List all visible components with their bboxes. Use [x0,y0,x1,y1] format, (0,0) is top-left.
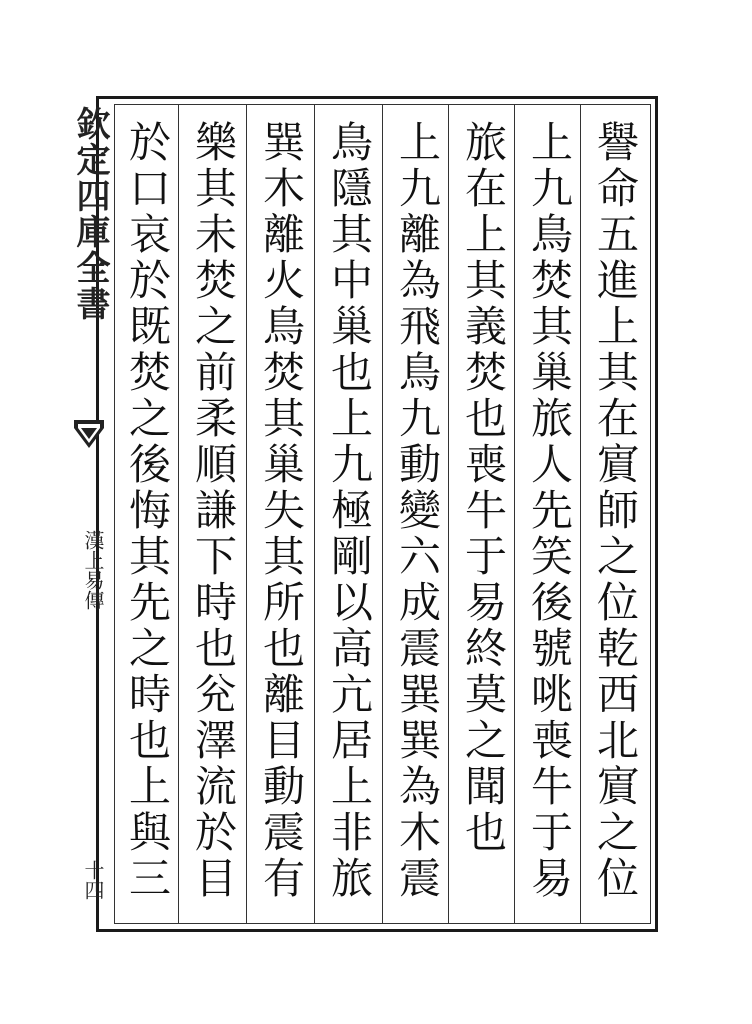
column-rule [246,104,247,924]
text-column-6: 巽木離火鳥焚其巢失其所也離目動震有 [257,120,306,902]
text-column-4: 上九離為飛鳥九動變六成震巽巽為木震 [393,120,442,902]
book-title: 漢上易傳 [81,530,105,610]
column-rule [178,104,179,924]
column-rule [314,104,315,924]
column-rule [514,104,515,924]
column-rule [382,104,383,924]
column-rule [448,104,449,924]
page-number: 十四 [81,860,105,900]
text-column-8: 於口哀於既焚之後悔其先之時也上與三 [123,120,172,902]
text-column-2: 上九鳥焚其巢旅人先笑後號咷喪牛于易 [525,120,574,902]
fish-tail-ornament-icon [72,418,106,454]
text-column-3: 旅在上其義焚也喪牛于易終莫之聞也 [459,120,508,856]
column-rule [580,104,581,924]
text-column-5: 鳥隱其中巢也上九極剛以高亢居上非旅 [325,120,374,902]
text-column-1: 譽命五進上其在賔師之位乾西北賔之位 [591,120,640,902]
collection-title: 欽定四庫全書 [70,106,110,322]
text-column-7: 樂其未焚之前柔順謙下時也兊澤流於目 [189,120,238,902]
page-margin-column [70,100,110,924]
